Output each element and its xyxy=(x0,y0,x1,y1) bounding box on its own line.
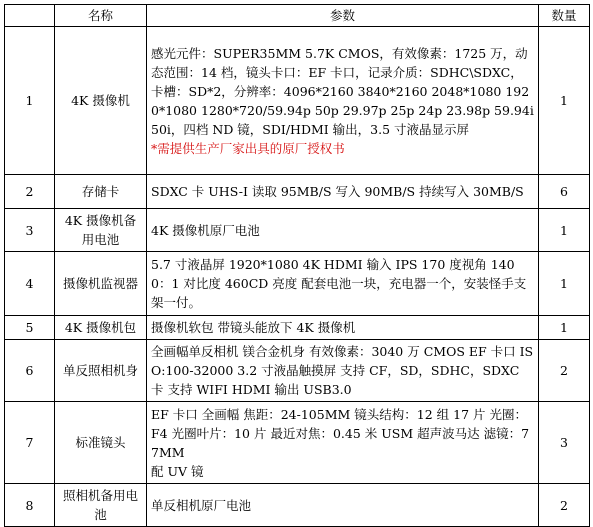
header-qty: 数量 xyxy=(539,5,590,27)
row-qty: 1 xyxy=(539,252,590,316)
table-row xyxy=(5,484,590,527)
row-index: 5 xyxy=(5,316,55,340)
row-params: 摄像机软包 带镜头能放下 4K 摄像机 xyxy=(147,316,539,340)
row-qty: 1 xyxy=(539,209,590,252)
row-name: 4K 摄像机 xyxy=(55,27,147,175)
row-qty: 3 xyxy=(539,402,590,484)
row-params xyxy=(147,402,539,484)
table-row xyxy=(5,27,590,175)
row-index: 6 xyxy=(5,340,55,402)
row-params: 5.7 寸液晶屏 1920*1080 4K HDMI 输入 IPS 170 度视角 1400：1 对比度 460CD 亮度 配套电池一块，充电器一个，安装怪手支架一付。 xyxy=(147,252,539,316)
row-params: 单反相机原厂电池 xyxy=(147,484,539,527)
row-index: 4 xyxy=(5,252,55,316)
row-name: 标准镜头 xyxy=(55,402,147,484)
row-name: 4K 摄像机包 xyxy=(55,316,147,340)
row-index: 7 xyxy=(5,402,55,484)
table-header-row xyxy=(5,5,590,27)
row-name: 摄像机监视器 xyxy=(55,252,147,316)
table-row xyxy=(5,340,590,402)
params-extra: 配 UV 镜 xyxy=(151,463,204,479)
row-qty: 6 xyxy=(539,175,590,209)
params-text: 感光元件：SUPER35MM 5.7K CMOS，有效像素：1725 万，动态范围：14 档，镜头卡口：EF 卡口，记录介质：SDHC\SDXC，卡槽：SD*2，分辨率：4096*2160 3840*2160 2048*1080 1920*1080 1280*720/59.94p 50p 29.97p 25p 24p 23.98p 59.94i 50i，四档 ND 镜，SDI/HDMI 输出，3.5 寸液晶显示屏 xyxy=(151,45,534,137)
header-name: 名称 xyxy=(55,5,147,27)
params-text: EF 卡口 全画幅 焦距：24-105MM 镜头结构：12 组 17 片 光圈：F4 光圈叶片：10 片 最近对焦：0.45 米 USM 超声波马达 滤镜：77MM xyxy=(151,406,530,460)
table-row xyxy=(5,252,590,316)
row-index: 3 xyxy=(5,209,55,252)
row-qty: 2 xyxy=(539,484,590,527)
row-params: SDXC 卡 UHS-I 读取 95MB/S 写入 90MB/S 持续写入 30MB/S xyxy=(147,175,539,209)
row-index: 1 xyxy=(5,27,55,175)
table-row xyxy=(5,402,590,484)
table-row xyxy=(5,175,590,209)
authorization-note: *需提供生产厂家出具的原厂授权书 xyxy=(151,140,345,156)
row-params: 全画幅单反相机 镁合金机身 有效像素：3040 万 CMOS EF 卡口 ISO:100-32000 3.2 寸液晶触摸屏 支持 CF，SD，SDHC，SDXC 卡 支持 WIFI HDMI 输出 USB3.0 xyxy=(147,340,539,402)
row-name: 照相机备用电池 xyxy=(55,484,147,527)
row-name: 4K 摄像机备用电池 xyxy=(55,209,147,252)
row-qty: 1 xyxy=(539,27,590,175)
row-qty: 2 xyxy=(539,340,590,402)
table-row xyxy=(5,209,590,252)
equipment-spec-table xyxy=(4,4,590,527)
row-params: 4K 摄像机原厂电池 xyxy=(147,209,539,252)
row-index: 2 xyxy=(5,175,55,209)
header-params: 参数 xyxy=(147,5,539,27)
table-row xyxy=(5,316,590,340)
row-params xyxy=(147,27,539,175)
row-name: 存储卡 xyxy=(55,175,147,209)
row-name: 单反照相机身 xyxy=(55,340,147,402)
header-index xyxy=(5,5,55,27)
row-index: 8 xyxy=(5,484,55,527)
row-qty: 1 xyxy=(539,316,590,340)
